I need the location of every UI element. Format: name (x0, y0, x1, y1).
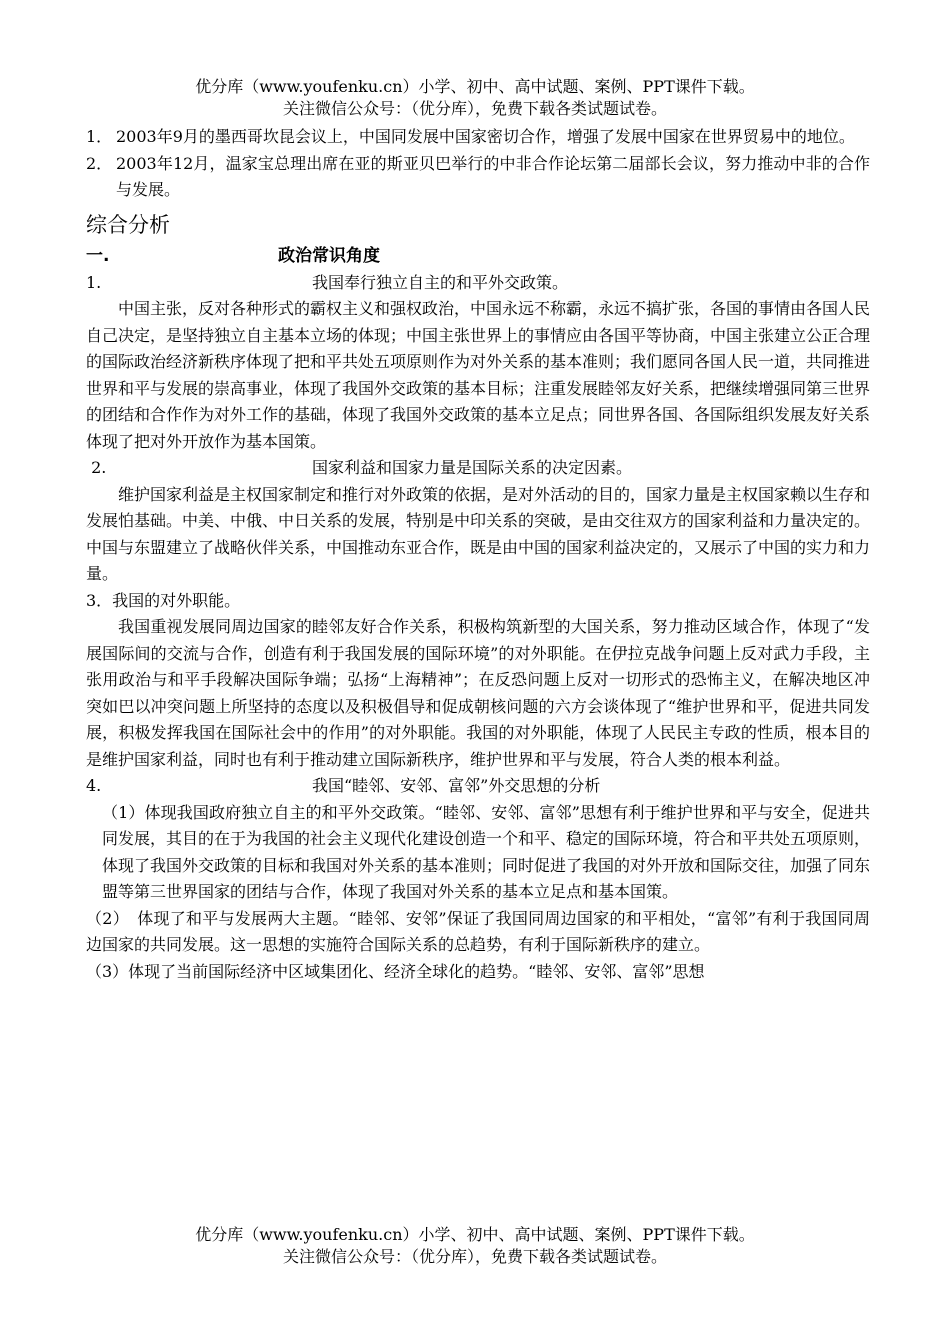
sub-paragraph: （3）体现了当前国际经济中区域集团化、经济全球化的趋势。“睦邻、安邻、富邻”思想 (86, 961, 705, 981)
header-line-2: 关注微信公众号：（优分库），免费下载各类试题试卷。 (282, 99, 667, 118)
subsection-number: 一. (86, 245, 110, 266)
point-number: 4. (86, 776, 102, 795)
point-number: 2. (86, 458, 107, 477)
footer-line-1: 优分库（www.youfenku.cn）小学、初中、高中试题、案例、PPT课件下载。 (195, 1225, 755, 1244)
subsection-title: 政治常识角度 (278, 245, 380, 266)
point-heading (86, 455, 870, 482)
list-text: 2003年12月，温家宝总理出席在亚的斯亚贝巴举行的中非合作论坛第二届部长会议，努力推动中非的合作与发展。 (116, 153, 870, 199)
header-line-1: 优分库（www.youfenku.cn）小学、初中、高中试题、案例、PPT课件下载。 (195, 77, 755, 96)
subsection-heading (86, 242, 870, 270)
point-paragraph: 维护国家利益是主权国家制定和推行对外政策的依据，是对外活动的目的，国家力量是主权国家赖以生存和发展怕基础。中美、中俄、中日关系的发展，特别是中印关系的突破，是由交往双方的国家利益和力量决定的。中国与东盟建立了战略伙伴关系，中国推动东亚合作，既是由中国的国家利益决定的，又展示了中国的实力和力量。 (86, 484, 871, 583)
list-number: 2． (86, 153, 113, 173)
point-title: 我国奉行独立自主的和平外交政策。 (312, 272, 569, 292)
list-number: 1． (86, 127, 113, 146)
point-title: 我国“睦邻、安邻、富邻”外交思想的分析 (312, 776, 601, 795)
list-item (86, 151, 870, 204)
section-title: 综合分析 (86, 212, 170, 237)
sub-paragraph: （2） 体现了和平与发展两大主题。“睦邻、安邻”保证了我国同周边国家的和平相处，“富邻”有利于我国同周边国家的共同发展。这一思想的实施符合国际关系的总趋势，有利于国际新秩序的建立。 (86, 908, 870, 954)
list-item (86, 124, 870, 151)
page-footer (0, 1224, 950, 1268)
point-paragraph: 中国主张，反对各种形式的霸权主义和强权政治，中国永远不称霸，永远不搞扩张，各国的事情由各国人民自己决定，是坚持独立自主基本立场的体现；中国主张世界上的事情应由各国平等协商，中国主张建立公正合理的国际政治经济新秩序体现了把和平共处五项原则作为对外关系的基本准则；我们愿同各国人民一道，共同推进世界和平与发展的崇高事业，体现了我国外交政策的基本目标；注重发展睦邻友好关系，把继续增强同第三世界的团结和合作作为对外工作的基础，体现了我国外交政策的基本立足点；同世界各国、各国际组织发展友好关系体现了把对外开放作为基本国策。 (86, 299, 871, 451)
page-header (0, 76, 950, 120)
sub-paragraph: （1）体现我国政府独立自主的和平外交政策。“睦邻、安邻、富邻”思想有利于维护世界和平与安全，促进共同发展，其目的在于为我国的社会主义现代化建设创造一个和平、稳定的国际环境，符合和平共处五项原则，体现了我国外交政策的目标和我国对外关系的基本准则；同时促进了我国的对外开放和国际交往，加强了同东盟等第三世界国家的团结与合作，体现了我国对外关系的基本立足点和基本国策。 (102, 802, 871, 901)
point-title: 国家利益和国家力量是国际关系的决定因素。 (312, 458, 633, 477)
footer-line-2: 关注微信公众号：（优分库），免费下载各类试题试卷。 (282, 1247, 667, 1266)
point-heading (86, 773, 870, 800)
point-heading: 3．我国的对外职能。 (86, 590, 241, 610)
point-heading (86, 270, 870, 297)
point-number: 1. (86, 272, 102, 292)
point-paragraph: 我国重视发展同周边国家的睦邻友好合作关系，积极构筑新型的大国关系，努力推动区域合作，体现了“发展国际间的交流与合作，创造有利于我国发展的国际环境”的对外职能。在伊拉克战争问题上反对武力手段，主张用政治与和平手段解决国际争端；弘扬“上海精神”；在反恐问题上反对一切形式的恐怖主义，在解决地区冲突如巴以冲突问题上所坚持的态度以及积极倡导和促成朝核问题的六方会谈体现了“维护世界和平，促进共同发展，积极发挥我国在国际社会中的作用”的对外职能。我国的对外职能，体现了人民民主专政的性质，根本目的是维护国家利益，同时也有利于推动建立国际新秩序，维护世界和平与发展，符合人类的根本利益。 (86, 617, 870, 769)
document-body (86, 124, 870, 985)
list-text: 2003年9月的墨西哥坎昆会议上，中国同发展中国家密切合作，增强了发展中国家在世界贸易中的地位。 (116, 127, 855, 146)
